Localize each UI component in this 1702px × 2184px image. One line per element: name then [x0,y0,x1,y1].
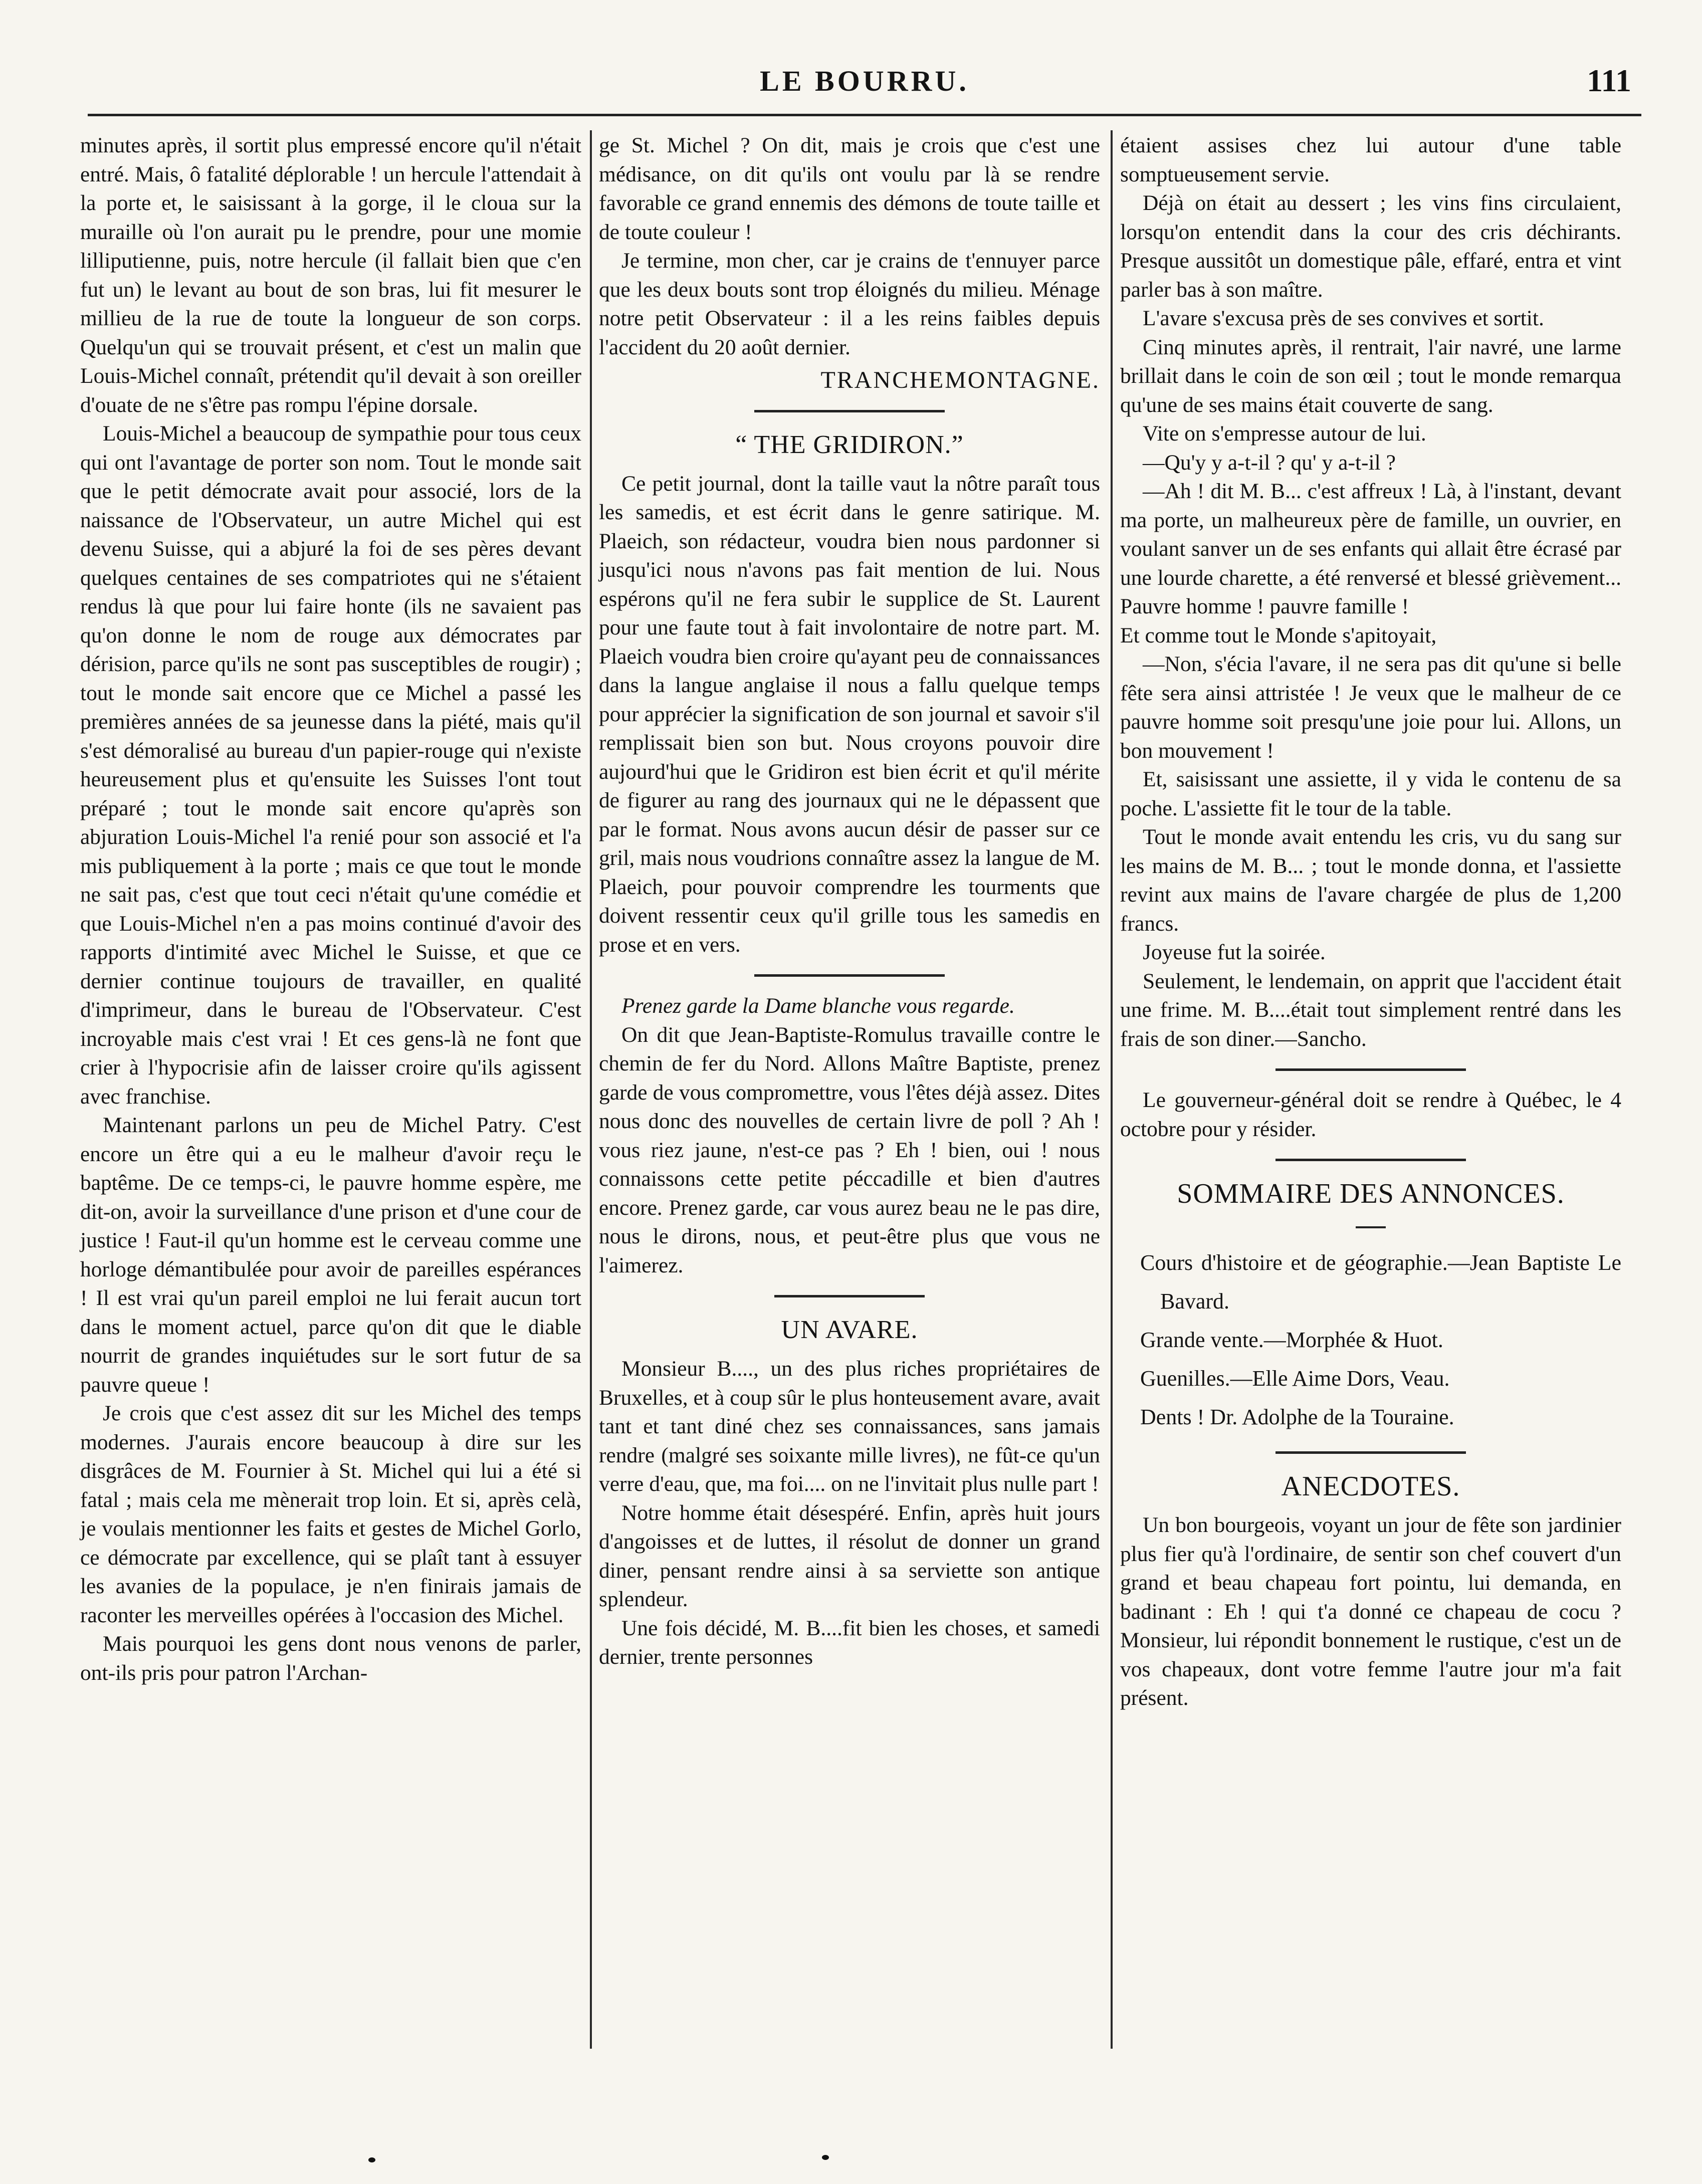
paragraph: minutes après, il sortit plus empressé encore qu'il n'était entré. Mais, ô fatalité déplorable ! un hercule l'attendait à la porte et, le saisissant à la gorge, il le cloua sur la muraille où l'on aurait pu le prendre, pour une momie lilliputienne, puis, notre hercule (il fallait bien que c'en fut un) le levant au bout de son bras, lui fit mesurer le millieu de la rue de toute la longueur de son corps. Quelqu'un qui se trouvait présent, et c'est un malin que Louis-Michel connaît, prétendit qu'il devait à son oreiller d'ouate de ne s'être pas rompu l'épine dorsale. [80,133,581,417]
separator [754,410,945,412]
paragraph: Un bon bourgeois, voyant un jour de fête son jardinier plus fier qu'à l'ordinaire, de sentir son chef couvert d'un grand et beau chapeau fort pointu, lui demanda, en badinant : Eh ! qui t'a donné ce chapeau de cocu ? Monsieur, lui répondit bonnement le rustique, c'est un de vos chapeaux, dont votre femme l'autre jour m'a fait présent. [1120,1513,1621,1710]
column-1 [80,131,581,1687]
paragraph: Mais pourquoi les gens dont nous venons de parler, ont-ils pris pour patron l'Archan- [80,1632,581,1685]
paragraph: Une fois décidé, M. B....fit bien les choses, et samedi dernier, trente personnes [599,1616,1100,1669]
paragraph: étaient assises chez lui autour d'une table somptueusement servie. [1120,133,1621,186]
separator [1275,1159,1466,1161]
paragraph: Maintenant parlons un peu de Michel Patry. C'est encore un être qui a eu le malheur d'avoir reçu le baptême. De ce temps-ci, le pauvre homme espère, me dit-on, avoir la surveillance d'une prison et d'une cour de justice ! Faut-il qu'un homme est le cerveau comme une horloge démantibulée pour avoir de pareilles espérances ! Il est vrai qu'un pareil emploi ne lui ferait aucun tort dans le moment actuel, parce qu'on dit que le diable nourrit de grandes inquiétudes sur le sort futur de sa pauvre queue ! [80,1113,581,1397]
masthead-rule [88,114,1641,116]
masthead [88,55,1641,125]
paragraph: L'avare s'excusa près de ses convives et sortit. [1143,306,1544,330]
separator [1275,1451,1466,1454]
annonces-list [1120,1243,1621,1436]
italic-text: Prenez garde la Dame blanche vous regarde. [621,994,1015,1018]
ink-speck [822,2155,829,2160]
page-number: 111 [1587,63,1631,98]
separator [1356,1226,1386,1228]
paragraph: Je crois que c'est assez dit sur les Michel des temps modernes. J'aurais encore beaucoup à dire sur les disgrâces de M. Fournier à St. Michel qui lui a été si fatal ; mais cela me mènerait trop loin. Et si, après celà, je voulais mentionner les faits et gestes de Michel Gorlo, ce démocrate par excellence, qui se plaît tant à essuyer les avanies de la populace, je n'en finirais jamais de raconter les merveilles opérées à l'occasion des Michel. [80,1401,581,1627]
paragraph: —Non, s'écia l'avare, il ne sera pas dit qu'une si belle fête sera ainsi attristée ! Je veux que le malheur de ce pauvre homme soit presqu'une joie pour lui. Allons, un bon mouvement ! [1120,652,1621,763]
separator [1275,1068,1466,1071]
list-item: Grande vente.—Morphée & Huot. [1140,1328,1443,1352]
paragraph: Le gouverneur-général doit se rendre à Québec, le 4 octobre pour y résider. [1120,1088,1621,1141]
column-2 [599,131,1100,1672]
paragraph: Seulement, le lendemain, on apprit que l'accident était une frime. M. B....était tout simplement rentré dans les frais de son diner.—Sancho. [1120,969,1621,1051]
heading-sommaire: SOMMAIRE DES ANNONCES. [1177,1178,1565,1209]
paragraph: Louis-Michel a beaucoup de sympathie pour tous ceux qui ont l'avantage de porter son nom. Tout le monde sait que le petit démocrate avait pour associé, lors de la naissance de l'Observateur, un autre Michel qui est devenu Suisse, qui a abjuré la foi de ses pères devant quelques centaines de ses compatriotes qui ne s'étaient rendus là que pour lui faire honte (ils ne savaient pas qu'on donne le nom de rouge aux démocrates par dérision, parce qu'ils ne sont pas susceptibles de rougir) ; tout le monde sait encore que ce Michel a passé les premières années de sa jeunesse dans la piété, mais qu'il s'est démoralisé au bureau d'un papier-rouge qui n'existe heureusement plus et qu'ensuite les Suisses l'ont tout préparé ; tout le monde sait encore qu'après son abjuration Louis-Michel l'a renié pour son associé et l'a mis publiquement à la porte ; mais ce que tout le monde ne sait pas, c'est que tout ceci n'était qu'une comédie et que Louis-Michel n'en a pas moins continué d'avoir des rapports d'intimité avec Michel le Suisse, et que ce dernier continue toujours de travailler, en qualité d'imprimeur, dans le bureau de l'Observateur. C'est incroyable mais c'est vrai ! Et ces gens-là ne font que crier à l'hypocrisie afin de laisser croire qu'ils agissent avec franchise. [80,421,581,1109]
heading-gridiron: “ THE GRIDIRON.” [735,430,964,459]
ink-speck [368,2157,375,2162]
paragraph: —Qu'y y a-t-il ? qu' y a-t-il ? [1143,450,1396,475]
list-item: Dents ! Dr. Adolphe de la Touraine. [1140,1405,1454,1429]
separator [774,1295,925,1297]
heading-anecdotes: ANECDOTES. [1281,1471,1460,1502]
paragraph: On dit que Jean-Baptiste-Romulus travaille contre le chemin de fer du Nord. Allons Maître Baptiste, prenez garde de vous compromettre, vous l'êtes déjà assez. Dites nous donc des nouvelles de certain livre de poll ? Ah ! vous riez jaune, n'est-ce pas ? Eh ! bien, oui ! nous connaissons cette petite péccadille et bien d'autres encore. Prenez garde, car vous aurez beau ne le pas dire, nous le dirons, nous, et peut-être plus que vous ne l'aimerez. [599,1022,1100,1277]
list-item: Guenilles.—Elle Aime Dors, Veau. [1140,1366,1450,1391]
paragraph: —Ah ! dit M. B... c'est affreux ! Là, à l'instant, devant ma porte, un malheureux père de famille, un ouvrier, en voulant sanver un de ses enfants qui allait être écrasé par une lourde charette, a été renversé et blessé grièvement... Pauvre homme ! pauvre famille ! [1120,479,1621,618]
list-item: Cours d'histoire et de géographie.—Jean Baptiste Le Bavard. [1140,1250,1621,1314]
paragraph: Notre homme était désespéré. Enfin, après huit jours d'angoisses et de luttes, il résolut de donner un grand diner, pensant rendre ainsi à sa serviette son antique splendeur. [599,1500,1100,1611]
paragraph: Et comme tout le Monde s'apitoyait, [1120,623,1437,647]
signature: TRANCHEMONTAGNE. [820,367,1100,393]
paragraph: Vite on s'empresse autour de lui. [1143,421,1426,446]
paragraph: Tout le monde avait entendu les cris, vu du sang sur les mains de M. B... ; tout le monde donna, et l'assiette revint aux mains de l'avare chargée de plus de 1,200 francs. [1120,825,1621,936]
paragraph: Joyeuse fut la soirée. [1143,940,1326,964]
italic-paragraph [599,992,1100,1021]
heading-avare: UN AVARE. [781,1316,918,1344]
paragraph: Je termine, mon cher, car je crains de t'ennuyer parce que les deux bouts sont trop éloignés du milieu. Ménage notre petit Observateur : il a les reins faibles depuis l'accident du 20 août dernier. [599,249,1100,359]
paragraph: Ce petit journal, dont la taille vaut la nôtre paraît tous les samedis, et est écrit dans le genre satirique. M. Plaeich, son rédacteur, voudra bien nous pardonner si jusqu'ici nous n'avons pas fait mention de lui. Nous espérons qu'il ne fera subir le supplice de St. Laurent pour une faute tout à fait involontaire de notre part. M. Plaeich voudra bien croire qu'ayant peu de connaissances dans la langue anglaise il nous a fallu quelque temps pour apprécier la signification de son journal et savoir s'il remplissait bien son but. Nous croyons pouvoir dire aujourd'hui que le Gridiron est bien écrit et qu'il mérite de figurer au rang des journaux qui ne le dépassent que par le format. Nous avons aucun désir de passer sur ce gril, mais nous voudrions connaître assez la langue de M. Plaeich, pour pouvoir comprendre les tourments que doivent ressentir ceux qu'il grille tous les samedis en prose et en vers. [599,471,1100,957]
paragraph: Monsieur B...., un des plus riches propriétaires de Bruxelles, et à coup sûr le plus honteusement avare, avait tant et tant diné chez ses connaissances, sans jamais rendre (malgré ses soixante mille livres), ne fût-ce qu'un verre d'eau, que, ma foi.... on ne l'invitait plus nulle part ! [599,1357,1100,1496]
column-divider-1 [590,130,592,2049]
paragraph: ge St. Michel ? On dit, mais je crois que c'est une médisance, on dit qu'ils ont voulu par là se rendre favorable ce grand ennemis des démons de toute taille et de toute couleur ! [599,133,1100,244]
paragraph: Déjà on était au dessert ; les vins fins circulaient, lorsqu'on entendit dans la cour des cris déchirants. Presque aussitôt un domestique pâle, effaré, entra et vint parler bas à son maître. [1120,191,1621,302]
paragraph: Cinq minutes après, il rentrait, l'air navré, une larme brillait dans le coin de son œil ; tout le monde remarqua qu'une de ses mains était couverte de sang. [1120,335,1621,417]
newspaper-title: LE BOURRU. [760,65,969,97]
separator [754,974,945,977]
paragraph: Et, saisissant une assiette, il y vida le contenu de sa poche. L'assiette fit le tour de la table. [1120,767,1621,820]
column-3 [1120,131,1621,1713]
column-divider-2 [1111,130,1113,2049]
